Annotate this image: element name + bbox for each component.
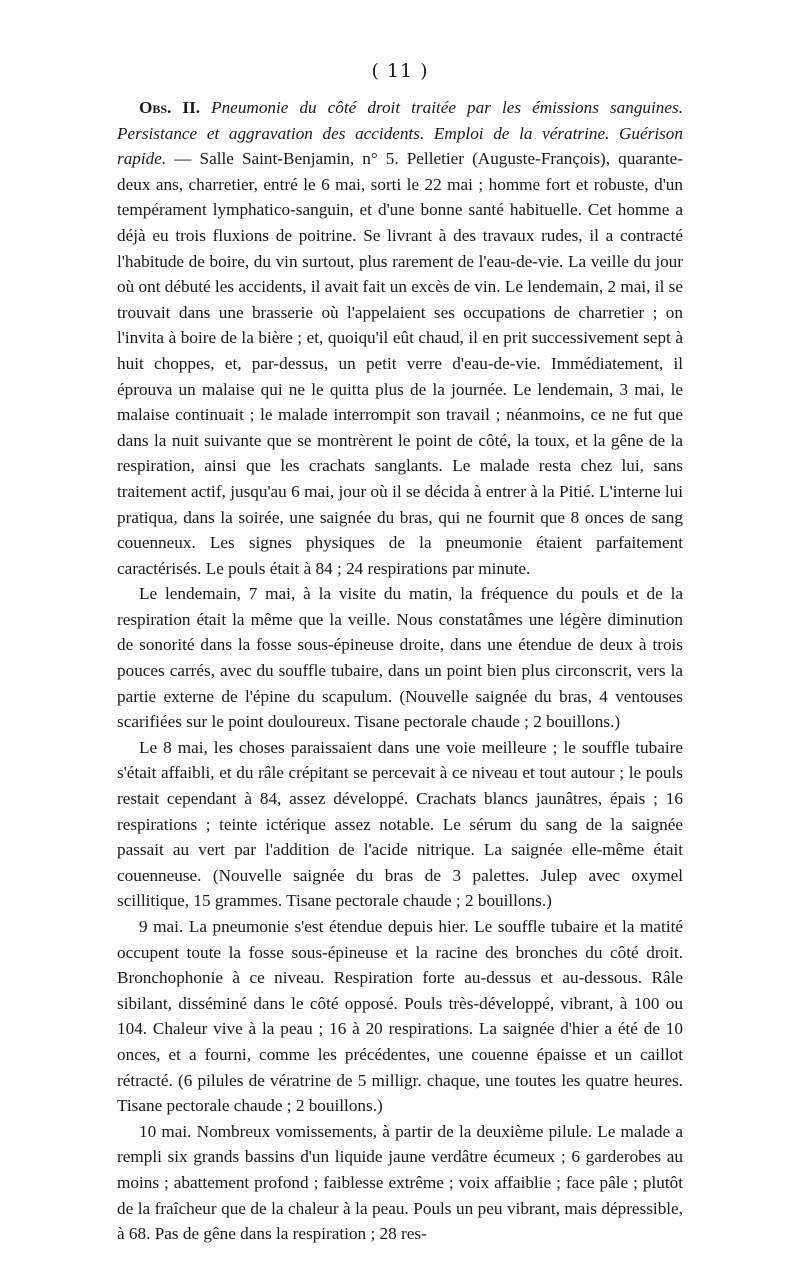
observation-paragraph [117, 95, 683, 581]
page-number: ( 11 ) [371, 60, 429, 82]
observation-intro: Salle Saint-Benjamin, n° 5. Pelletier (Auguste-François), quarante-deux ans, charretier, entré le 6 mai, sorti le 22 mai ; homme fort et robuste, d'un tempérament lymphatico-sanguin, et d'une bonne santé habituelle. Cet homme a déjà eu trois fluxions de poitrine. Se livrant à des travaux rudes, il a contracté l'habitude de boire, du vin surtout, plus rarement de l'eau-de-vie. La veille du jour où ont débuté les accidents, il avait fait un excès de vin. Le lendemain, 2 mai, il se trouvait dans une brasserie où l'appelaient ses occupations de charretier ; on l'invita à boire de la bière ; et, quoiqu'il eût chaud, il en prit successivement sept à huit choppes, et, par-dessus, un petit verre d'eau-de-vie. Immédiatement, il éprouva un malaise qui ne le quitta plus de la journée. Le lendemain, 3 mai, le malaise continuait ; le malade interrompit son travail ; néanmoins, ce ne fut que dans la nuit suivante que se montrèrent le point de côté, la toux, et la gêne de la respiration, ainsi que les crachats sanglants. Le malade resta chez lui, sans traitement actif, jusqu'au 6 mai, jour où il se décida à entrer à la Pitié. L'interne lui pratiqua, dans la soirée, une saignée du bras, qui ne fournit que 8 onces de sang couenneux. Les signes physiques de la pneumonie étaient parfaitement caractérisés. Le pouls était à 84 ; 24 respirations par minute. [117, 149, 683, 578]
paragraph-may-8: Le 8 mai, les choses paraissaient dans une voie meilleure ; le souffle tubaire s'était affaibli, et du râle crépitant se percevait à ce niveau et tout autour ; le pouls restait cependant à 84, assez développé. Crachats blancs jaunâtres, épais ; 16 respirations ; teinte ictérique assez notable. Le sérum du sang de la saignée passait au vert par l'addition de l'acide nitrique. La saignée elle-même était couenneuse. (Nouvelle saignée du bras de 3 palettes. Julep avec oxymel scillitique, 15 grammes. Tisane pectorale chaude ; 2 bouillons.) [117, 737, 683, 911]
paragraph-may-10: 10 mai. Nombreux vomissements, à partir de la deuxième pilule. Le malade a rempli six grands bassins d'un liquide jaune verdâtre écumeux ; 6 garderobes au moins ; abattement profond ; faiblesse extrême ; voix affaiblie ; face pâle ; plutôt de la fraîcheur que de la chaleur à la peau. Pouls un peu vibrant, mais dépressible, à 68. Pas de gêne dans la respiration ; 28 res- [117, 1121, 683, 1244]
observation-title: Pneumonie du côté droit traitée par les émissions sanguines. Persistance et aggravation des accidents. Emploi de la vératrine. Guérison rapide. [117, 98, 683, 169]
paragraph-may-9: 9 mai. La pneumonie s'est étendue depuis hier. Le souffle tubaire et la matité occupent toute la fosse sous-épineuse et la racine des bronches du côté droit. Bronchophonie à ce niveau. Respiration forte au-dessus et au-dessous. Râle sibilant, disséminé dans le côté opposé. Pouls très-développé, vibrant, à 100 ou 104. Chaleur vive à la peau ; 16 à 20 respirations. La saignée d'hier a été de 10 onces, et a fourni, comme les précédentes, une couenne épaisse et un caillot rétracté. (6 pilules de vératrine de 5 milligr. chaque, une toutes les quatre heures. Tisane pectorale chaude ; 2 bouillons.) [117, 917, 683, 1116]
observation-label: Obs. II. [139, 98, 201, 117]
title-dash: — [166, 149, 200, 169]
body-text [117, 95, 683, 1247]
paragraph-may-7: Le lendemain, 7 mai, à la visite du matin, la fréquence du pouls et de la respiration était la même que la veille. Nous constatâmes une légère diminution de sonorité dans la fosse sous-épineuse droite, dans une étendue de deux à trois pouces carrés, avec du souffle tubaire, dans un point bien plus circonscrit, vers la partie externe de l'épine du scapulum. (Nouvelle saignée du bras, 4 ventouses scarifiées sur le point douloureux. Tisane pectorale chaude ; 2 bouillons.) [117, 584, 683, 732]
